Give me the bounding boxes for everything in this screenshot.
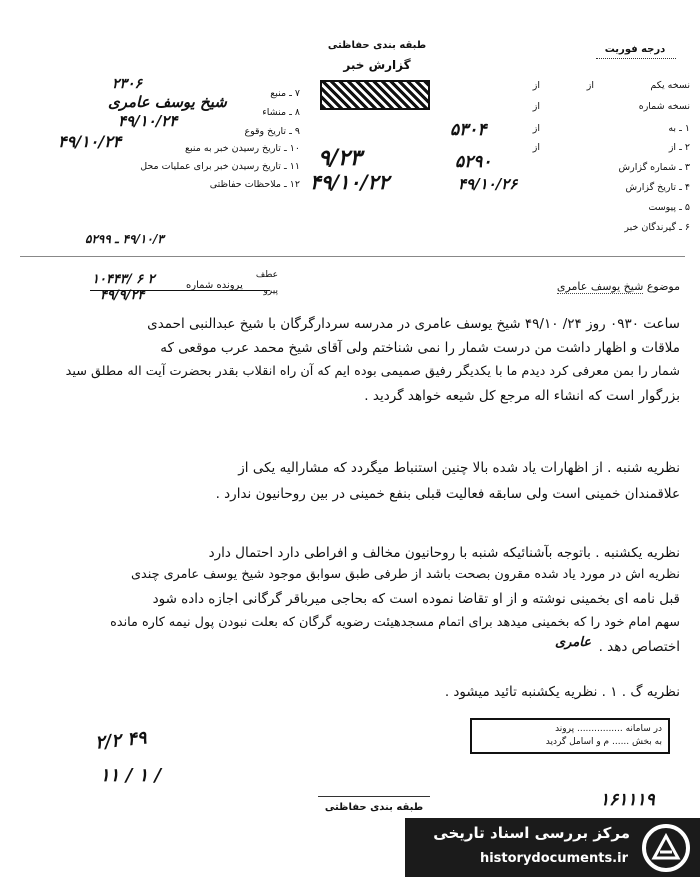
file-label: پرونده شماره [186, 280, 243, 291]
handwritten-form-line: ۴۹/۱۰/۳ ـ ۵۲۹۹ [85, 232, 164, 246]
form-row-label: ۳ ـ شماره گزارش [618, 162, 690, 173]
file-date: ۴۹/۹/۲۴ [100, 288, 145, 303]
watermark-url: historydocuments.ir [479, 851, 628, 866]
form-row: ۱۱ ـ تاریخ رسیدن خبر برای عملیات محل [140, 161, 300, 172]
form-row-label: نسخه شماره [638, 101, 690, 112]
urgency-divider [596, 58, 676, 59]
form-row [440, 222, 690, 233]
body-line: ساعت ۰۹۳۰ روز ۲۴/ ۴۹/۱۰ شیخ یوسف عامری در مدرسه سردارگرگان با شیخ عبدالنبی احمدی [147, 316, 680, 332]
form-row-label: ۱ ـ به [668, 123, 690, 134]
body-line: ملاقات و اظهار داشت من درست شمار را نمی شناختم ولی آقای شیخ محمد عرب موقعی که [160, 340, 680, 356]
body-line: نظریه یکشنبه . باتوجه بآشنائیکه شنبه با روحانیون مخالف و افراطی دارد احتمال دارد [208, 545, 680, 561]
handwritten-origin: شیخ یوسف عامری [108, 93, 227, 111]
body-line: شمار را بمن معرفی کرد دیدم ما با یکدیگر رفیق صمیمی بوده ایم که آن راه انقلاب بقدر بحضرت آیت اله مطلق سید [65, 364, 680, 379]
handwritten-receipt-date: ۴۹/۱۰/۲۴ [58, 132, 122, 151]
footer-number: ۱۶۱۱۱۹ [600, 790, 655, 810]
watermark-banner [405, 818, 700, 877]
ref-label: عطف [255, 270, 278, 280]
redaction-block [320, 80, 430, 110]
form-row-label: ۶ ـ گیرندگان خبر [624, 222, 690, 233]
handwritten-report-date: ۴۹/۱۰/۲۶ [458, 175, 518, 193]
body-line: نظریه شنبه . از اظهارات یاد شده بالا چنین استنباط میگردد که مشارالیه یکی از [238, 460, 680, 476]
file-number: ۱۰۴۴۳/ ۶ ۲ [92, 272, 155, 287]
form-divider [20, 256, 685, 257]
form-row [440, 101, 690, 112]
form-row-sep: از [532, 123, 540, 134]
body-line: نظریه اش در مورد یاد شده مقرون بصحت باشد از طرفی طبق سوابق موجود شیخ یوسف عامری چندی [131, 567, 680, 582]
classification-label-bottom: طبقه بندی حفاظتی [324, 802, 424, 813]
subject-value: شیخ یوسف عامری [556, 280, 644, 293]
classification-label-top: طبقه بندی حفاظتی [327, 40, 427, 51]
subject-label: موضوع [646, 280, 680, 293]
urgency-degree-label: درجه فوریت [604, 44, 666, 55]
handwritten-center-note: ۴۹/۱۰/۲۲ [310, 170, 390, 194]
body-line: قبل نامه ای بخمینی نوشته و از او تقاضا نموده است که بحاجی میرباقر گرگانی اجازه داده شود [152, 591, 680, 607]
form-row-sep: از [532, 142, 540, 153]
form-row: ۹ ـ تاریخ وقوع [244, 126, 300, 137]
stamp-line: در سامانه ................ پروند [555, 724, 662, 734]
report-title: گزارش خبر [343, 58, 411, 72]
body-line: اختصاص دهد . [598, 639, 680, 655]
underline [90, 290, 270, 291]
form-row: ۱۲ ـ ملاحظات حفاظتی [209, 179, 300, 190]
handwritten-source: ۲۳۰۶ [112, 76, 143, 92]
handwritten-ref-no: ۵۳۰۴ [450, 120, 487, 140]
form-row-label: ۴ ـ تاریخ گزارش [625, 182, 690, 193]
form-row-sep: از [586, 80, 594, 91]
stamp-line: به بخش ...... م و اسامل گردید [545, 737, 662, 747]
form-row-label: نسخه یکم [650, 80, 690, 91]
form-row: ۸ ـ منشاء [262, 107, 300, 118]
form-row [440, 202, 690, 213]
subject-line [430, 280, 680, 293]
margin-note: ۲/۲ ۴۹ [94, 727, 148, 754]
opinion-g1: نظریه گ . ۱ . نظریه یکشنبه تائید میشود . [444, 684, 680, 700]
form-row-sep: از [532, 80, 540, 91]
ref-label: پیرو [263, 286, 278, 296]
margin-note: ۱۱ / ۱ / [100, 765, 161, 786]
registry-stamp [470, 718, 670, 754]
handwritten-report-no: ۵۲۹۰ [455, 152, 492, 172]
form-row: ۱۰ ـ تاریخ رسیدن خبر به منبع [185, 143, 300, 154]
form-row [440, 80, 690, 91]
body-line: بزرگوار است که انشاء اله مرجع کل شیعه خواهد گردید . [364, 388, 680, 404]
handwritten-center-note: ۹/۲۳ [318, 145, 362, 171]
handwritten-occurrence-date: ۴۹/۱۰/۲۴ [118, 112, 178, 130]
signature: عامری [555, 635, 592, 650]
watermark-logo-icon [642, 824, 690, 872]
form-row-label: ۵ ـ پیوست [648, 202, 690, 213]
body-line: علاقمندان خمینی است ولی سابقه فعالیت قبلی بنفع خمینی در بین روحانیون ندارد . [215, 486, 680, 502]
form-row-label: ۲ ـ از [668, 142, 690, 153]
form-row: ۷ ـ منبع [270, 88, 300, 99]
watermark-org: مرکز بررسی اسناد تاریخی [433, 824, 630, 842]
footer-divider [318, 796, 430, 797]
body-line: سهم امام خود را که بخمینی میدهد برای اتمام مسجدهیئت رضویه گرگان که بعلت نبودن پول نیمه کاره مانده [110, 615, 680, 630]
form-row-sep: از [532, 101, 540, 112]
